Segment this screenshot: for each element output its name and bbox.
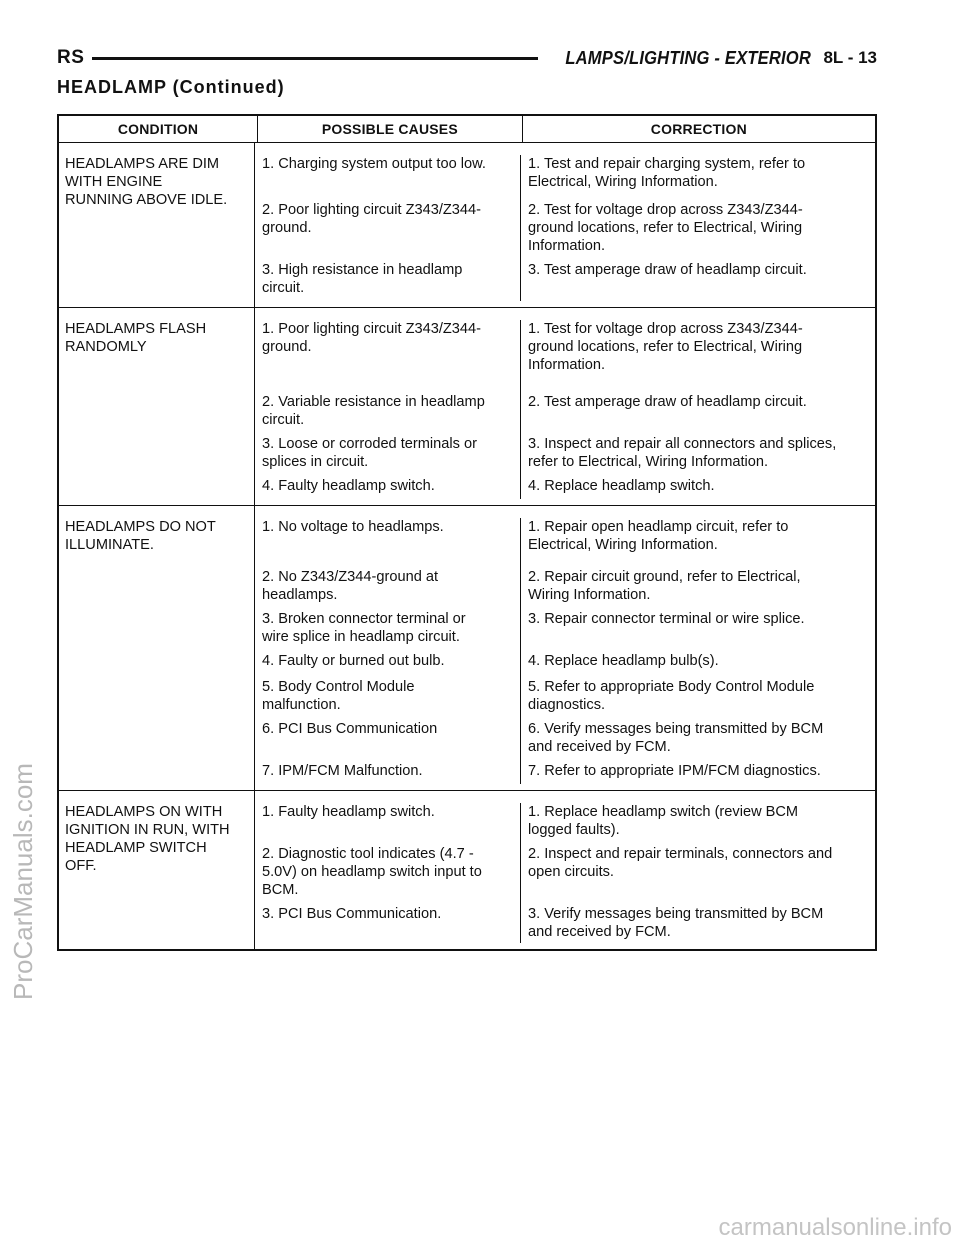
cause-cell: 1. Poor lighting circuit Z343/Z344- ground. (255, 320, 521, 393)
table-row (255, 720, 875, 762)
condition-group (59, 143, 875, 308)
page-header (57, 46, 877, 70)
correction-cell: 5. Refer to appropriate Body Control Module diagnostics. (528, 679, 815, 713)
column-header-causes: POSSIBLE CAUSES (258, 116, 523, 142)
cause-rows (255, 506, 875, 790)
table-row (255, 435, 875, 477)
manual-code: RS (57, 47, 85, 68)
side-watermark: ProCarManuals.com (8, 763, 38, 1000)
page-number: 8L - 13 (823, 48, 877, 67)
diagnosis-table (57, 114, 877, 951)
condition-cell: HEADLAMPS DO NOT ILLUMINATE. (59, 506, 255, 790)
table-row (255, 678, 875, 720)
table-row (255, 201, 875, 261)
correction-cell: 3. Repair connector terminal or wire splice. (528, 611, 805, 627)
section-title: HEADLAMP (Continued) (57, 77, 285, 97)
correction-cell: 2. Inspect and repair terminals, connectors and open circuits. (528, 846, 833, 880)
table-row (255, 518, 875, 568)
table-row (255, 568, 875, 610)
cause-rows (255, 791, 875, 949)
table-row (255, 845, 875, 905)
table-row (255, 477, 875, 499)
correction-cell: 3. Test amperage draw of headlamp circuit. (528, 262, 807, 278)
cause-cell: 3. Loose or corroded terminals or splices in circuit. (255, 435, 521, 477)
correction-cell: 7. Refer to appropriate IPM/FCM diagnostics. (528, 763, 821, 779)
correction-cell: 1. Repair open headlamp circuit, refer to Electrical, Wiring Information. (528, 519, 789, 553)
correction-cell: 4. Replace headlamp bulb(s). (528, 653, 719, 669)
table-header (59, 116, 875, 143)
bottom-watermark: carmanualsonline.info (718, 1214, 952, 1241)
table-row (255, 652, 875, 678)
cause-cell: 3. Broken connector terminal or wire splice in headlamp circuit. (255, 610, 521, 652)
table-row (255, 610, 875, 652)
table-body (59, 143, 875, 949)
table-row (255, 320, 875, 393)
cause-cell: 2. No Z343/Z344-ground at headlamps. (255, 568, 521, 610)
cause-rows (255, 143, 875, 307)
correction-cell: 1. Test for voltage drop across Z343/Z344- ground locations, refer to Electrical, Wiring Information. (528, 321, 803, 373)
correction-cell: 2. Test amperage draw of headlamp circuit. (528, 394, 807, 410)
correction-cell: 4. Replace headlamp switch. (528, 478, 715, 494)
table-row (255, 393, 875, 435)
cause-cell: 1. Faulty headlamp switch. (255, 803, 521, 845)
table-row (255, 155, 875, 201)
correction-cell: 1. Test and repair charging system, refer to Electrical, Wiring Information. (528, 156, 806, 190)
cause-rows (255, 308, 875, 505)
cause-cell: 7. IPM/FCM Malfunction. (255, 762, 521, 784)
correction-cell: 3. Inspect and repair all connectors and splices, refer to Electrical, Wiring Information. (528, 436, 837, 470)
chapter-title: LAMPS/LIGHTING - EXTERIOR (565, 47, 812, 68)
table-row (255, 803, 875, 845)
correction-cell: 1. Replace headlamp switch (review BCM logged faults). (528, 804, 799, 838)
cause-cell: 4. Faulty headlamp switch. (255, 477, 521, 499)
cause-cell: 2. Diagnostic tool indicates (4.7 - 5.0V) on headlamp switch input to BCM. (255, 845, 521, 905)
cause-cell: 5. Body Control Module malfunction. (255, 678, 521, 720)
table-row (255, 762, 875, 784)
cause-cell: 2. Poor lighting circuit Z343/Z344- ground. (255, 201, 521, 261)
cause-cell: 3. PCI Bus Communication. (255, 905, 521, 943)
correction-cell: 3. Verify messages being transmitted by BCM and received by FCM. (528, 906, 824, 940)
correction-cell: 2. Test for voltage drop across Z343/Z344- ground locations, refer to Electrical, Wiring Information. (528, 202, 803, 254)
column-header-correction: CORRECTION (650, 121, 747, 137)
condition-cell: HEADLAMPS ON WITH IGNITION IN RUN, WITH HEADLAMP SWITCH OFF. (59, 791, 255, 949)
cause-cell: 3. High resistance in headlamp circuit. (255, 261, 521, 301)
condition-cell: HEADLAMPS FLASH RANDOMLY (59, 308, 255, 505)
condition-cell: HEADLAMPS ARE DIM WITH ENGINE RUNNING ABOVE IDLE. (59, 143, 255, 307)
condition-group (59, 506, 875, 791)
header-rule (92, 57, 538, 60)
cause-cell: 6. PCI Bus Communication (255, 720, 521, 762)
table-row (255, 261, 875, 301)
column-header-condition: CONDITION (59, 116, 258, 142)
condition-group (59, 791, 875, 949)
cause-cell: 1. Charging system output too low. (255, 155, 521, 201)
condition-group (59, 308, 875, 506)
table-row (255, 905, 875, 943)
correction-cell: 2. Repair circuit ground, refer to Electrical, Wiring Information. (528, 569, 801, 603)
cause-cell: 4. Faulty or burned out bulb. (255, 652, 521, 678)
correction-cell: 6. Verify messages being transmitted by BCM and received by FCM. (528, 721, 824, 755)
cause-cell: 1. No voltage to headlamps. (255, 518, 521, 568)
cause-cell: 2. Variable resistance in headlamp circuit. (255, 393, 521, 435)
